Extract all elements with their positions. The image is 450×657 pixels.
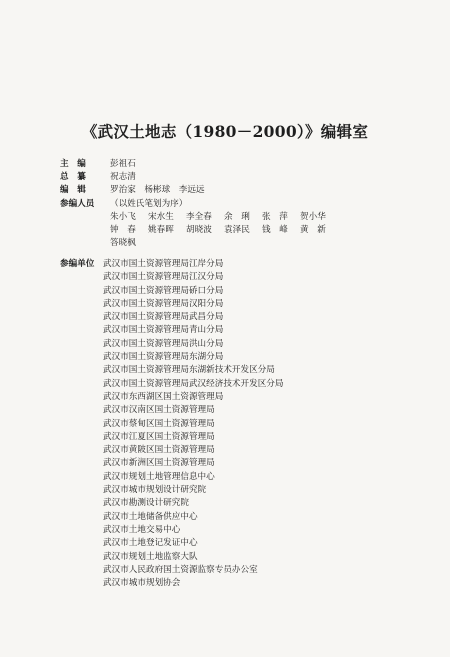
unit-item: 武汉市规划土地管理信息中心 [103,471,215,482]
unit-item: 武汉市勘测设计研究院 [103,498,189,509]
unit-item: 武汉市土地储备供应中心 [103,511,198,522]
chief-editor-label: 主 编 [60,159,86,169]
unit-item: 武汉市国土资源管理局江汉分局 [103,272,224,283]
compiler-row [60,171,420,184]
contributor-name: 宋水生 [148,211,174,222]
page-title: 《武汉土地志（1980－2000）》编辑室 [81,122,369,141]
contributor-name: 李全春 [186,211,212,222]
unit-item: 武汉市国土资源管理局汉阳分局 [103,298,224,309]
unit-item: 武汉市国土资源管理局东湖分局 [103,352,224,363]
contributor-line [110,224,338,237]
contributor-name: 答晓枫 [110,238,136,249]
contributor-line [110,211,338,224]
unit-item: 武汉市规划土地监察大队 [103,551,198,562]
unit-item: 武汉市土地登记发证中心 [103,538,198,549]
chief-editor-row [60,158,420,171]
compiler-name: 祝志清 [110,172,136,183]
contributor-line [110,237,338,250]
contributor-name: 张 萍 [262,211,288,222]
contributor-name: 胡晓波 [186,224,212,235]
unit-item: 武汉市国土资源管理局硚口分局 [103,285,224,296]
contributor-name: 袁泽民 [224,224,250,235]
unit-item: 武汉市黄陂区国土资源管理局 [103,445,215,456]
unit-item: 武汉市汉南区国土资源管理局 [103,405,215,416]
units-label: 参编单位 [60,259,95,269]
unit-item: 武汉市新洲区国土资源管理局 [103,458,215,469]
unit-item: 武汉市土地交易中心 [103,524,181,535]
unit-item: 武汉市国土资源管理局青山分局 [103,325,224,336]
contributor-name: 钱 峰 [262,224,288,235]
unit-item: 武汉市国土资源管理局东湖新技术开发区分局 [103,365,275,376]
unit-item: 武汉市城市规划设计研究院 [103,485,207,496]
editors-names: 罗治家 杨彬球 李远远 [110,185,205,196]
contributor-name: 朱小飞 [110,211,136,222]
contributors-note: （以姓氏笔划为序） [110,198,188,209]
contributor-name: 余 琍 [224,211,250,222]
compiler-label: 总 纂 [60,172,86,183]
unit-item: 武汉市城市规划协会 [103,578,181,589]
unit-item: 武汉市江夏区国土资源管理局 [103,431,215,442]
contributor-name: 黄 新 [300,224,326,235]
contributors-label: 参编人员 [60,198,95,209]
contributors-row [60,198,420,251]
unit-item: 武汉市国土资源管理局武昌分局 [103,312,224,323]
unit-item: 武汉市国土资源管理局洪山分局 [103,338,224,349]
unit-item: 武汉市人民政府国土资源监察专员办公室 [103,564,258,575]
unit-item: 武汉市国土资源管理局武汉经济技术开发区分局 [103,378,284,389]
contributor-name: 钟 春 [110,224,136,235]
contributor-name: 姚春晖 [148,224,174,235]
contributors-names [110,211,338,251]
unit-item: 武汉市国土资源管理局江岸分局 [103,259,224,269]
contributor-name: 贺小华 [300,211,326,222]
unit-item: 武汉市蔡甸区国土资源管理局 [103,418,215,429]
units-list [103,258,283,590]
chief-editor-name: 彭祖石 [110,159,136,169]
editors-label: 编 辑 [60,185,86,196]
unit-item: 武汉市东西湖区国土资源管理局 [103,391,224,402]
editorial-staff [60,158,420,250]
editors-row [60,184,420,197]
